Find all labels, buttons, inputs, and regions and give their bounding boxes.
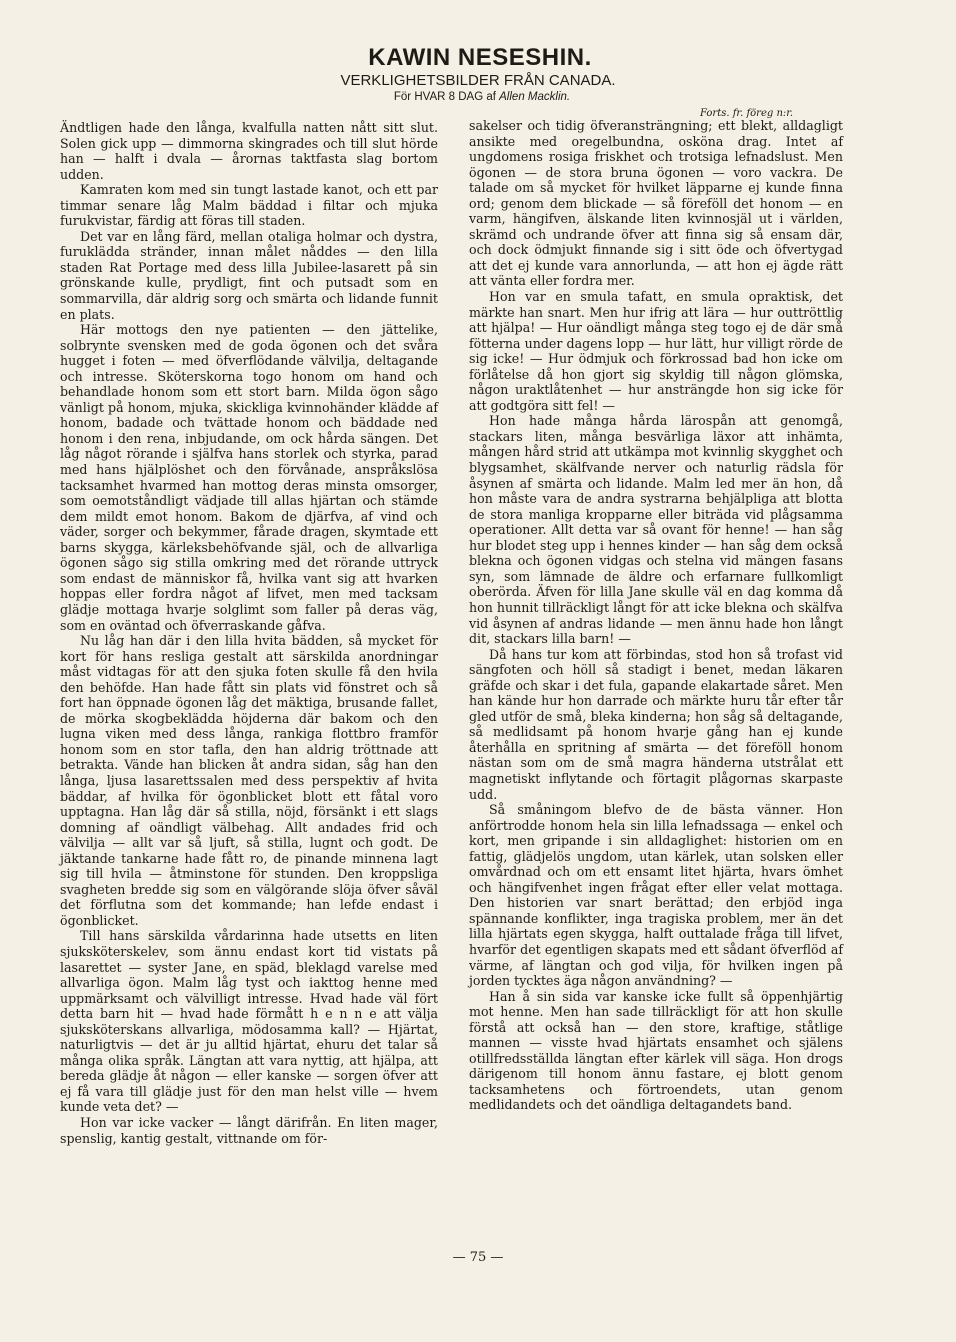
paragraph: Nu låg han där i den lilla hvita bädden, så mycket för kort för hans resliga gestalt att särskilda anordningar måst vidtagas för att den sjuka foten skulle få den hvila den behöfde. Han hade fått sin plats vid fönstret och så fort han öppnade ögonen låg det mäktiga, brusande fallet, de mörka skogbeklädda höjderna där bakom och den lugna viken med dess långa, rankiga flottbro framför honom som en stor tafla, den han aldrig tröttnade att betrakta. Vände han blicken åt andra sidan, såg han den långa, ljusa lasarettssalen med dess perspektiv af hvita bäddar, af hvilka för ögonblicket blott ett fåtal voro upptagna. Han låg där så stilla, nöjd, försänkt i ett slags domning af oändligt välbehag. Allt andades frid och välvilja — allt var så ljuft, så stilla, lugnt och godt. De jäktande tankarne hade fått ro, de pinande minnena lagt sig till hvila — åtminstone för stunden. Den kroppsliga svagheten bredde sig som en välgörande slöja öfver såväl det förflutna som det kommande; han lefde endast i ögonblicket. (60, 633, 438, 928)
right-column (469, 118, 843, 1113)
paragraph: Hon hade många hårda lärospån att genomgå, stackars liten, många besvärliga läxor att inhämta, mången hård strid att utkämpa mot kvinnlig skygghet och blygsamhet, skälfvande nerver och naturlig rädsla för åsynen af smärta och lidande. Malm led mer än hon, då hon måste vara de andra systrarna behjälpliga att blotta de stora manliga kropparne eller biträda vid plågsamma operationer. Allt detta var så ovant för henne! — han såg hur blodet steg upp i hennes kinder — han såg dem också blekna och ögonen vidgas och stelna vid mängen fasans syn, som lämnade de äldre och erfarnare fullkomligt oberörda. Äfven för lilla Jane skulle väl en dag komma då hon hunnit tillräckligt långt för att icke blekna och skälfva vid åsynen af andras lidande — men ännu hade hon långt dit, stackars lilla barn! — (469, 413, 843, 647)
left-column (60, 120, 438, 1146)
article-header (0, 44, 956, 104)
paragraph: sakelser och tidig öfveransträngning; ett blekt, alldagligt ansikte med oregelbundna, osköna drag. Intet af ungdomens rosiga friskhet och trotsiga lefnadslust. Men ögonen — de stora bruna ögonen — voro vackra. De talade om så mycket för hvilket läpparne ej kunde finna ord; genom dem blickade — så föreföll det honom — en varm, hängifven, älskande liten kvinnosjäl ut i världen, skrämd och undrande öfver att finna sig så ensam där, och dock ödmjukt finnande sig i sitt öde och öfvertygad att det ej kunde vara annorlunda, — att hon ej ägde rätt att vänta eller fordra mer. (469, 118, 843, 289)
paragraph: Då hans tur kom att förbindas, stod hon så trofast vid sängfoten och höll så stadigt i benet, medan läkaren gräfde och skar i det fula, gapande elakartade såret. Men han kände hur hon darrade och märkte huru tår efter tår gled utför de små, bleka kinderna; hon såg så deltagande, så medlidsamt på honom hvarje gång han ej kunde återhålla en spritning af smärta — det föreföll honom nästan som om de små magra händerna utstrålat ett magnetiskt inflytande och förtagit plågornas skarpaste udd. (469, 646, 843, 802)
paragraph: Hon var en smula tafatt, en smula opraktisk, det märkte han snart. Men hur ifrig att lära — hur outtröttlig att hjälpa! — Hur oändligt många steg togo ej de där små fötterna under dagens lopp — hur lätt, hur villigt rörde de sig icke! — Hur ödmjuk och förkrossad bad hon icke om förlåtelse då hon gjort sig skyldig till någon glömska, någon uraktlåtenhet — hur ansträngde hon sig icke för att godtgöra sitt fel! — (469, 289, 843, 413)
paragraph: Ändtligen hade den långa, kvalfulla natten nått sitt slut. Solen gick upp — dimmorna skingrades och till slut hörde han — halft i dvala — årornas taktfasta slag bortom udden. (60, 120, 438, 182)
byline-author: Allen Macklin. (499, 91, 571, 103)
paragraph: Det var en lång färd, mellan otaliga holmar och dystra, furuklädda stränder, innan målet nåddes — den lilla staden Rat Portage med dess lilla Jubilee-lasarett på sin grönskande kulle, prydligt, fint och putsadt som en sommarvilla, där aldrig sorg och smärta och lidande funnit en plats. (60, 228, 438, 322)
article-subtitle: VERKLIGHETSBILDER FRÅN CANADA. (340, 72, 616, 89)
continued-note: Forts. fr. föreg n:r. (700, 108, 794, 119)
article-byline (0, 90, 956, 104)
page-number: — 75 — (452, 1250, 504, 1265)
paragraph: Han å sin sida var kanske icke fullt så öppenhjärtig mot henne. Men han sade tillräckligt för att hon skulle förstå att också han — den store, kraftige, ståtlige mannen — visste hvad hjärtats ensamhet och själens otillfredsställda längtan efter kärlek vill säga. Hon drogs därigenom till honom ännu fastare, ej blott genom tacksamhetens och förtroendets, utan genom medlidandets och det oändliga deltagandets band. (469, 988, 843, 1113)
paragraph: Till hans särskilda vårdarinna hade utsetts en liten sjuksköterskelev, som ännu endast kort tid vistats på lasarettet — syster Jane, en späd, bleklagd varelse med allvarliga ögon. Malm låg tyst och iakttog henne med uppmärksamt och välvilligt intresse. Hvad hade väl fört detta barn hit — hvad hade förmått h e n n e att välja sjuksköterskans allvarliga, mödosamma kall? — Hjärtat, naturligtvis — det är ju alltid hjärtat, ehuru det talar så många olika språk. Längtan att vara nyttig, att hjälpa, att bereda glädje åt någon — eller kanske — sorgen öfver att ej få vara till glädje just för den man helst ville — hvem kunde veta det? — (60, 928, 438, 1115)
article-title: KAWIN NESESHIN. (368, 44, 592, 71)
paragraph: Här mottogs den nye patienten — den jättelike, solbrynte svensken med de goda ögonen och det svåra hugget i foten — med öfverflödande välvilja, deltagande och intresse. Sköterskorna togo honom om hand och behandlade honom som ett stort barn. Milda ögon sågo vänligt på honom, mjuka, skickliga kvinnohänder klädde af honom, badade och tvättade honom och bäddade ned honom i den rena, inbjudande, om ock hårda sängen. Det låg något rörande i själfva hans storlek och styrka, parad med hans hjälplöshet och den förvånade, anspråkslösa tacksamhet hvarmed han mottog deras minsta omsorger, som oemotståndligt vädjade till allas hjärtan och stämde dem mildt emot honom. Bakom de djärfva, af vind och väder, sorger och bekymmer, fårade dragen, skymtade ett barns skygga, kärleksbehöfvande själ, och de allvarliga ögonen sågo sig stilla omkring med det rörande uttryck som endast de människor få, hvilka vant sig att hvarken hoppas eller fordra något af lifvet, men med tacksam glädje mottaga hvarje solglimt som faller på deras väg, som en oväntad och öfverraskande gåfva. (60, 322, 438, 633)
paragraph: Så småningom blefvo de de bästa vänner. Hon anförtrodde honom hela sin lilla lefnadssaga — enkel och kort, men gripande i sin alldaglighet: historien om en fattig, glädjelös ungdom, utan kärlek, utan solsken eller omvårdnad och om ett ensamt litet hjärta, hvars ömhet och hängifvenhet ingen frågat efter eller velat mottaga. Den historien var snart berättad; den erbjöd inga spännande konflikter, inga tragiska problem, mer än det lilla hjärtats egen skygga, halft outtalade fråga till lifvet, hvarför det egentligen skapats med ett sådant öfverflöd af värme, af längtan och god vilja, för hvilken ingen på jorden tycktes äga någon användning? — (469, 802, 843, 989)
byline-prefix: För HVAR 8 DAG af (393, 91, 496, 103)
paragraph: Hon var icke vacker — långt därifrån. En liten mager, spenslig, kantig gestalt, vittnande om för- (60, 1115, 438, 1146)
paragraph: Kamraten kom med sin tungt lastade kanot, och ett par timmar senare låg Malm bäddad i filtar och mjuka furukvistar, färdig att föras till staden. (60, 182, 438, 229)
